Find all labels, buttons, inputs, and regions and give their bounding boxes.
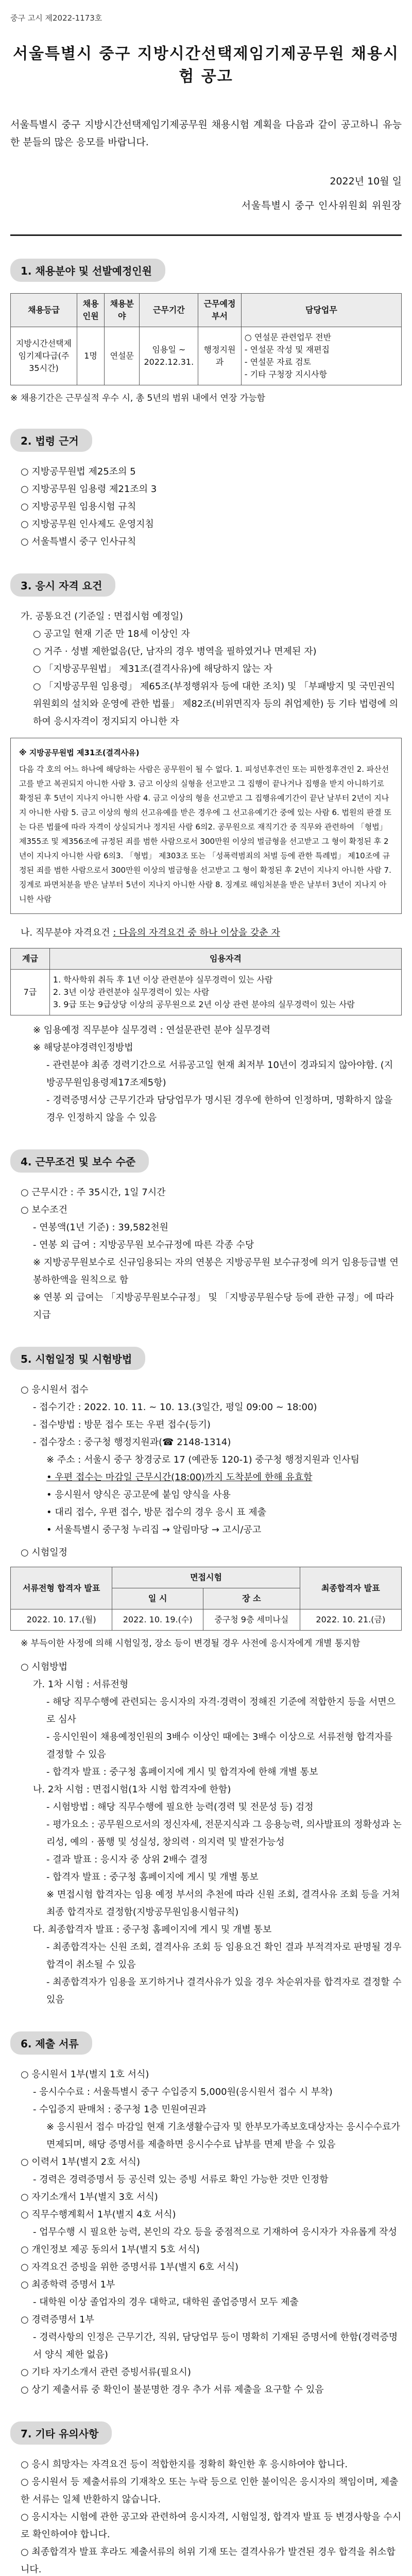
intro-paragraph: 서울특별시 중구 지방시간선택제임기제공무원 채용시험 계획을 다음과 같이 공고하니 유능한 분들의 많은 응모를 바랍니다. [10, 119, 402, 148]
sched-subheader: 장 소 [203, 1588, 300, 1609]
caution-item: ○ 응시원서 등 제출서류의 기재착오 또는 누락 등으로 인한 불이익은 응시자의 책임이며, 제출한 서류는 일체 반환하지 않습니다. [21, 2477, 399, 2505]
common-req-title: 가. 공통요건 [21, 611, 72, 622]
doc-item: ○ 자기소개서 1부(별지 3호 서식) [21, 2192, 158, 2202]
stage-1-label: 가. 1차 시험 : 서류전형 [33, 1679, 129, 1690]
section-7-header [10, 2421, 402, 2445]
section-2-title: 2. 법령 근거 [10, 429, 92, 452]
doc-item: ○ 개인정보 제공 동의서 1부(별지 5호 서식) [21, 2244, 200, 2255]
field-req-title: 나. 직무분야 자격요건 [21, 927, 110, 938]
duty-item: ○ 연설문 관련업무 전반 [244, 332, 332, 342]
doc-item: - 대학원 이상 졸업자의 경우 대학교, 대학원 졸업증명서 모두 제출 [33, 2297, 299, 2308]
section-4-title: 4. 근무조건 및 보수 수준 [10, 1149, 149, 1173]
section-3-title: 3. 응시 자격 요건 [10, 573, 115, 597]
recruit-field: 연설문 [105, 327, 140, 385]
recruit-header: 근무예정부서 [198, 294, 241, 327]
law-item: ○ 지방공무원법 제25조의 5 [21, 466, 136, 477]
law-item: ○ 지방공무원 인사제도 운영지침 [21, 519, 154, 530]
reg-item: - 접수장소 : 중구청 행정지원과(☎ 2148-1314) [33, 1437, 231, 1448]
field-note: ※ 임용예정 직무분야 실무경력 : 연설문관련 분야 실무경력 [33, 1025, 271, 1036]
stage-2-item: ※ 면접시험 합격자는 임용 예정 부서의 추천에 따라 신원 조회, 결격사유 조회 등을 거쳐 최종 합격자로 결정함(지방공무원임용시험규칙) [46, 1889, 400, 1918]
common-req-item: ○ 「지방공무원 임용령」 제65조(부정행위자 등에 대한 조치) 및 「부패방지 및 국민권익위원회의 설치와 운영에 관한 법률」 제82조(비위면직자 등의 취업제한) 등 기타 법령에 의하여 응시자격이 정지되지 아니한 자 [33, 681, 399, 727]
caution-item: ○ 최종합격자 발표 후라도 제출서류의 허위 기재 또는 결격사유가 발견된 경우 합격을 취소합니다. [21, 2547, 396, 2575]
law-item: ○ 서울특별시 중구 인사규칙 [21, 536, 136, 547]
recruit-header: 채용분야 [105, 294, 140, 327]
common-req-item: ○ 공고일 현재 기준 만 18세 이상인 자 [33, 629, 190, 639]
qual-header: 임용자격 [49, 948, 401, 970]
field-req-note: : 다음의 자격요건 중 하나 이상을 갖춘 자 [113, 927, 280, 938]
recruit-dept: 행정지원과 [198, 327, 241, 385]
law-item: ○ 지방공무원 임용령 제21조의 3 [21, 484, 157, 495]
notice-issuer: 서울특별시 중구 인사위원회 위원장 [241, 200, 402, 211]
disqualification-title: ※ 지방공무원법 제31조(결격사유) [19, 748, 140, 757]
reg-item: - 접수기간 : 2022. 10. 11. ~ 10. 13.(3일간, 평일 09:00 ~ 18:00) [33, 1402, 317, 1413]
stage-3-item: - 최종합격자가 임용을 포기하거나 결격사유가 있을 경우 차순위자를 합격자로 결정할 수 있음 [46, 1977, 402, 2005]
common-req-item: ○ 거주 · 성별 제한없음(단, 남자의 경우 병역을 필하였거나 면제된 자) [33, 646, 317, 657]
doc-item: - 수입증지 판매처 : 중구청 1층 민원여권과 [33, 2104, 207, 2115]
sched-subheader: 일 시 [112, 1588, 203, 1609]
schedule-label: ○ 시험일정 [21, 1547, 67, 1558]
section-2-header [10, 429, 402, 452]
stage-2-item: - 평가요소 : 공무원으로서의 정신자세, 전문지식과 그 응용능력, 의사발표의 정확성과 논리성, 예의 · 품행 및 성실성, 창의력 · 의지력 및 발전가능성 [46, 1819, 402, 1848]
stage-3-label: 다. 최종합격자 발표 : 중구청 홈페이지에 게시 및 개별 통보 [33, 1924, 272, 1935]
disqualification-text: 다음 각 호의 어느 하나에 해당하는 사람은 공무원이 될 수 없다. 1. 피성년후견인 또는 피한정후견인 2. 파산선고를 받고 복권되지 아니한 사람 3. 금고 이상의 실형을 선고받고 그 집행이 끝나거나 집행을 받지 아니하기로 확정된 후 5년이 지나지 아니한 사람 4. 금고 이상의 형을 선고받고 그 집행유예기간이 끝난 날부터 2년이 지나지 아니한 사람 5. 금고 이상의 형의 선고유예를 받은 경우에 그 선고유예기간 중에 있는 사람 6. 법원의 판결 또는 다른 법률에 따라 자격이 상실되거나 정지된 사람 6의2. 공무원으로 재직기간 중 직무와 관련하여 「형법」 제355조 및 제356조에 규정된 죄를 범한 사람으로서 300만원 이상의 벌금형을 선고받고 그 형이 확정된 후 2년이 지나지 아니한 사람 6의3. 「형법」 제303조 또는 「성폭력범죄의 처벌 등에 관한 특례법」 제10조에 규정된 죄를 범한 사람으로서 300만원 이상의 벌금형을 선고받고 그 형이 확정된 후 2년이 지나지 아니한 사람 7. 징계로 파면처분을 받은 날부터 5년이 지나지 아니한 사람 8. 징계로 해임처분을 받은 날부터 3년이 지나지 아니한 사람 [19, 765, 392, 904]
recruit-header: 채용인원 [77, 294, 105, 327]
doc-item: ○ 이력서 1부(별지 2호 서식) [21, 2157, 141, 2167]
reg-item: • 대리 접수, 우편 접수, 방문 접수의 경우 응시 표 제출 [46, 1507, 267, 1518]
section-5-title: 5. 시험일정 및 시험방법 [10, 1347, 145, 1370]
qual-item: 3. 9급 또는 9급상당 이상의 공무원으로 2년 이상 관련 분야의 실무경력이 있는 사람 [53, 999, 355, 1009]
work-item: - 연봉액(1년 기준) : 39,582천원 [33, 1222, 169, 1233]
qual-items [49, 970, 401, 1015]
qual-item: 1. 학사학위 취득 후 1년 이상 관련분야 실무경력이 있는 사람 [53, 975, 273, 985]
doc-item: ○ 응시원서 1부(별지 1호 서식) [21, 2069, 149, 2080]
sched-header: 서류전형 합격자 발표 [11, 1567, 112, 1609]
section-6-title: 6. 제출 서류 [10, 2031, 92, 2055]
doc-item: - 업무수행 시 필요한 능력, 본인의 각오 등을 중점적으로 기재하여 응시자가 자유롭게 작성 [33, 2227, 397, 2238]
reg-item: ○ 응시원서 접수 [21, 1384, 89, 1395]
work-item: ○ 보수조건 [21, 1205, 67, 1215]
law-item: ○ 지방공무원 임용시험 규칙 [21, 501, 136, 512]
notice-page [10, 0, 402, 2576]
sched-header: 최종합격자 발표 [300, 1567, 401, 1609]
method-label: ○ 시험방법 [21, 1662, 67, 1672]
sched-cell: 2022. 10. 21.(금) [300, 1609, 401, 1631]
doc-item: ○ 자격요건 증빙을 위한 증명서류 1부(별지 6호 서식) [21, 2262, 239, 2273]
common-req-item: ○ 「지방공무원법」 제31조(결격사유)에 해당하지 않는 자 [33, 664, 273, 674]
recruit-grade: 지방시간선택제임기제다급(주35시간) [11, 327, 77, 385]
doc-item: ○ 경력증명서 1부 [21, 2314, 94, 2325]
recruit-table [10, 293, 402, 385]
qualification-table [10, 948, 402, 1015]
doc-item: ○ 직무수행계획서 1부(별지 4호 서식) [21, 2209, 176, 2220]
section-5-header [10, 1347, 402, 1370]
common-req-label [10, 608, 402, 625]
reg-item: ※ 주소 : 서울시 중구 창경궁로 17 (예관동 120-1) 중구청 행정지원과 인사팀 [46, 1454, 360, 1465]
recruit-period: 임용일 ~ 2022.12.31. [140, 327, 198, 385]
recruit-header: 근무기간 [140, 294, 198, 327]
section-6-header [10, 2031, 402, 2055]
recruit-note: ※ 채용기간은 근무실적 우수 시, 총 5년의 범위 내에서 연장 가능함 [10, 393, 266, 403]
field-note: - 경력증명서상 근무기간과 담당업무가 명시된 경우에 한하여 인정하며, 명확하지 않을 경우 인정하지 않을 수 있음 [46, 1095, 393, 1123]
doc-item: ○ 상기 제출서류 중 확인이 불분명한 경우 추가 서류 제출을 요구할 수 있음 [21, 2384, 324, 2395]
qual-grade: 7급 [11, 970, 50, 1015]
section-1-header [10, 259, 402, 282]
doc-item: - 경력사항의 인정은 근무기간, 직위, 담당업무 등이 명확히 기재된 증명서에 한함(경력증명서 양식 제한 없음) [33, 2332, 398, 2360]
notice-number: 중구 고시 제2022-1173호 [10, 13, 102, 23]
reg-item: • 응시원서 양식은 공고문에 붙임 양식을 사용 [46, 1489, 231, 1500]
reg-item: - 접수방법 : 방문 접수 또는 우편 접수(등기) [33, 1419, 211, 1430]
recruit-duties [241, 327, 401, 385]
sched-cell: 2022. 10. 17.(월) [11, 1609, 112, 1631]
doc-item: - 경력은 경력증명서 등 공신력 있는 증빙 서류로 확인 가능한 것만 인정함 [33, 2174, 329, 2185]
doc-item: - 응시수수료 : 서울특별시 중구 수입증지 5,000원(응시원서 접수 시 부착) [33, 2087, 333, 2097]
field-note: ※ 해당분야경력인정방법 [33, 1042, 133, 1053]
work-item: ※ 지방공무원보수로 신규임용되는 자의 연봉은 지방공무원 보수규정에 의거 임용등급별 연봉하한액을 원칙으로 함 [33, 1257, 399, 1285]
stage-1-item: - 응시인원이 채용예정인원의 3배수 이상인 때에는 3배수 이상으로 서류전형 합격자를 결정할 수 있음 [46, 1732, 393, 1760]
duty-item: - 연설문 자료 검토 [244, 357, 311, 367]
stage-2-item: - 시험방법 : 해당 직무수행에 필요한 능력(경력 및 전문성 등) 검정 [46, 1802, 314, 1812]
duty-item: - 연설문 작성 및 재편집 [244, 345, 330, 354]
doc-item: ※ 응시원서 접수 마감일 현재 기초생활수급자 및 한부모가족보호대상자는 응시수수료가 면제되며, 해당 증명서를 제출하면 응시수수료 납부를 면제 받을 수 있음 [46, 2122, 400, 2150]
caution-item: ○ 응시 희망자는 자격요건 등이 적합한지를 정확히 확인한 후 응시하여야 합니다. [21, 2459, 348, 2470]
field-note: - 관련분야 최종 경력기간으로 서류공고일 현재 최저부 10년이 경과되지 않아야함. (지방공무원임용령제17조제5항) [46, 1060, 393, 1088]
sched-cell: 2022. 10. 19.(수) [112, 1609, 203, 1631]
field-req-label [10, 924, 402, 942]
work-item: - 연봉 외 급여 : 지방공무원 보수규정에 따른 각종 수당 [33, 1240, 254, 1250]
schedule-note: ※ 부득이한 사정에 의해 시험일정, 장소 등이 변경될 경우 사전에 응시자에게 개별 통지함 [21, 1638, 360, 1649]
section-4-header [10, 1149, 402, 1173]
stage-1-item: - 해당 직무수행에 관련되는 응시자의 자격·경력이 정해진 기준에 적합한지 등을 서면으로 심사 [46, 1697, 396, 1725]
stage-3-item: - 최종합격자는 신원 조회, 결격사유 조회 등 임용요건 확인 결과 부적격자로 판명될 경우 합격이 취소될 수 있음 [46, 1942, 402, 1970]
section-3-header [10, 573, 402, 597]
page-title: 서울특별시 중구 지방시간선택제임기제공무원 채용시험 공고 [13, 45, 399, 86]
sched-cell: 중구청 9층 세미나실 [203, 1609, 300, 1631]
work-item: ※ 연봉 외 급여는 「지방공무원보수규정」 및 「지방공무원수당 등에 관한 규정」에 따라 지급 [33, 1292, 394, 1320]
stage-2-item: - 결과 발표 : 응시자 중 상위 2배수 결정 [46, 1854, 208, 1865]
stage-2-label: 나. 2차 시험 : 면접시험(1차 시험 합격자에 한함) [33, 1784, 231, 1795]
duty-item: - 기타 구청장 지시사항 [244, 369, 327, 379]
work-item: ○ 근무시간 : 주 35시간, 1일 7시간 [21, 1187, 166, 1198]
stage-2-item: - 합격자 발표 : 중구청 홈페이지에 게시 및 개별 통보 [46, 1872, 259, 1883]
doc-item: ○ 최종학력 증명서 1부 [21, 2279, 115, 2290]
qual-item: 2. 3년 이상 관련분야 실무경력이 있는 사람 [53, 987, 210, 997]
reg-item: • 서울특별시 중구청 누리집 → 알림마당 → 고시/공고 [46, 1524, 262, 1535]
recruit-header: 담당업무 [241, 294, 401, 327]
header-divider [10, 234, 402, 236]
caution-item: ○ 응시자는 시험에 관한 공고와 관련하여 응시자격, 시험일정, 합격자 발표 등 변경사항을 수시로 확인하여야 합니다. [21, 2512, 402, 2540]
schedule-table [10, 1567, 402, 1631]
recruit-header: 채용등급 [11, 294, 77, 327]
common-req-sub: (기준일 : 면접시험 예정일) [74, 611, 183, 622]
notice-date: 2022년 10월 일 [330, 176, 402, 187]
doc-item: ○ 기타 자기소개서 관련 증빙서류(필요시) [21, 2367, 191, 2378]
section-1-title: 1. 채용분야 및 선발예정인원 [10, 259, 165, 282]
sched-header: 면접시험 [112, 1567, 300, 1588]
disqualification-box [10, 738, 402, 914]
reg-item: • 우편 접수는 마감일 근무시간(18:00)까지 도착분에 한해 유효함 [46, 1472, 313, 1483]
section-7-title: 7. 기타 유의사항 [10, 2421, 112, 2445]
stage-1-item: - 합격자 발표 : 중구청 홈페이지에 게시 및 합격자에 한해 개별 통보 [46, 1767, 318, 1777]
recruit-count: 1명 [77, 327, 105, 385]
qual-header: 계급 [11, 948, 50, 970]
